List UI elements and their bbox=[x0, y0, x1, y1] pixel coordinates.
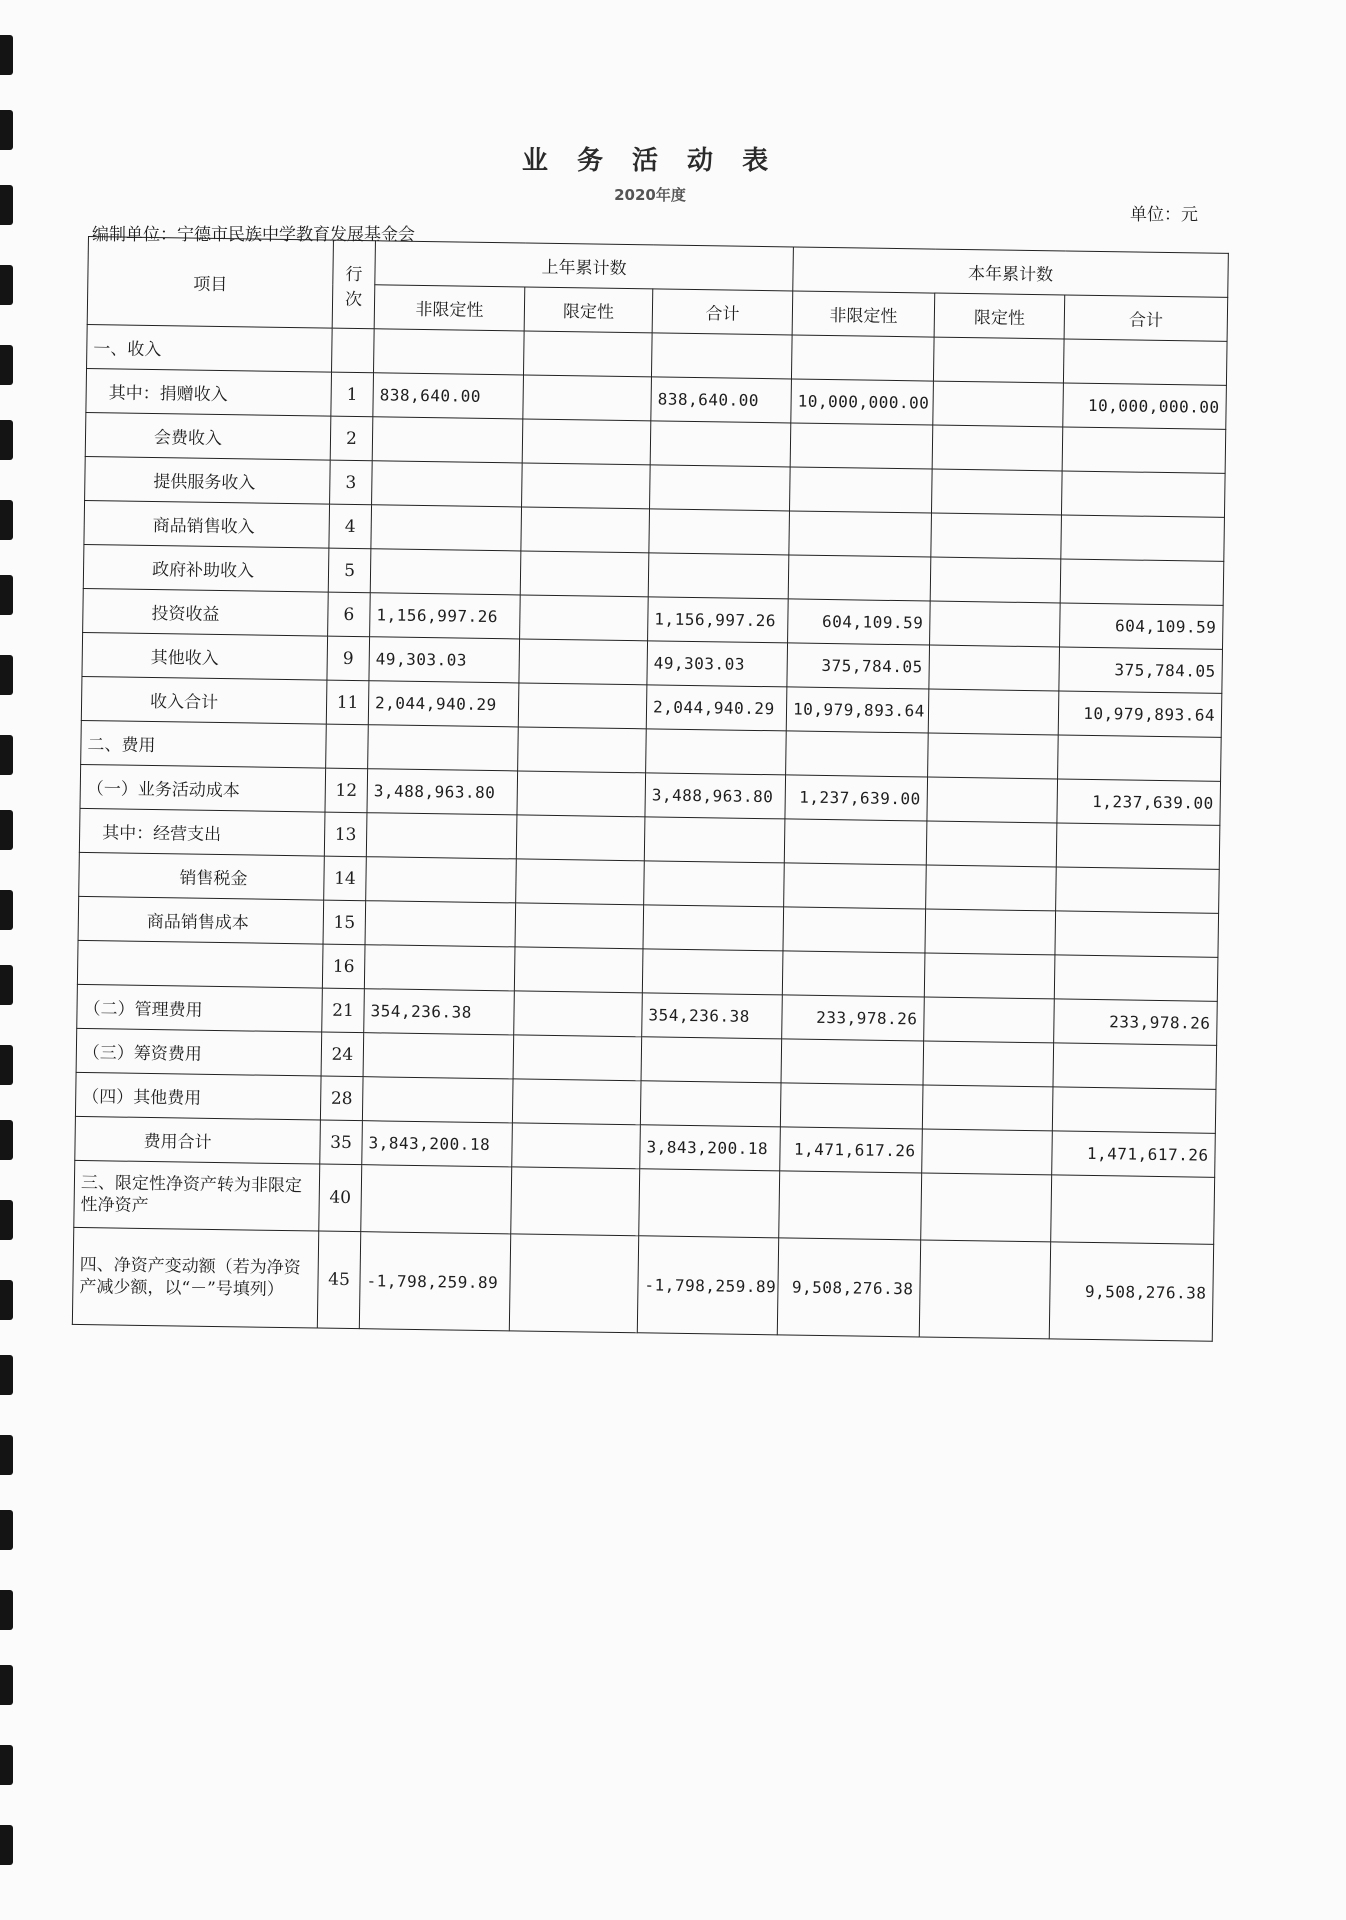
cell-curr-restricted bbox=[925, 909, 1056, 955]
cell-curr-restricted bbox=[926, 865, 1057, 911]
row-item-label: （一）业务活动成本 bbox=[80, 764, 326, 812]
header-prev-restricted: 限定性 bbox=[524, 287, 653, 333]
cell-curr-restricted bbox=[924, 997, 1055, 1043]
cell-curr-restricted bbox=[931, 513, 1062, 559]
cell-curr-unrestricted bbox=[779, 1171, 922, 1240]
cell-curr-total: 1,471,617.26 bbox=[1052, 1131, 1216, 1177]
row-line-number: 13 bbox=[324, 812, 367, 857]
cell-curr-restricted bbox=[930, 601, 1061, 647]
cell-prev-unrestricted bbox=[368, 725, 519, 771]
cell-curr-unrestricted bbox=[784, 863, 927, 909]
cell-prev-total bbox=[643, 905, 784, 951]
cell-curr-unrestricted bbox=[781, 1039, 924, 1085]
cell-prev-unrestricted: 3,843,200.18 bbox=[362, 1121, 513, 1167]
cell-curr-total bbox=[1063, 339, 1227, 385]
cell-curr-total: 375,784.05 bbox=[1059, 647, 1223, 693]
row-item-label: 二、费用 bbox=[81, 720, 327, 768]
row-item-label: 一、收入 bbox=[87, 324, 333, 372]
row-item-label: 其中：捐赠收入 bbox=[86, 368, 332, 416]
cell-prev-restricted bbox=[517, 771, 646, 817]
cell-curr-total: 233,978.26 bbox=[1054, 999, 1218, 1045]
cell-curr-unrestricted bbox=[788, 555, 931, 601]
cell-prev-unrestricted: 838,640.00 bbox=[373, 373, 524, 419]
cell-prev-unrestricted bbox=[372, 417, 523, 463]
cell-prev-restricted bbox=[516, 815, 645, 861]
row-item-label: 提供服务收入 bbox=[85, 456, 331, 504]
row-line-number: 3 bbox=[330, 460, 373, 505]
table-body bbox=[72, 324, 1227, 1341]
cell-prev-total bbox=[650, 465, 791, 511]
binder-hole bbox=[0, 265, 13, 305]
cell-curr-unrestricted bbox=[790, 467, 933, 513]
cell-curr-restricted bbox=[921, 1173, 1052, 1242]
binder-hole bbox=[0, 655, 13, 695]
cell-prev-unrestricted bbox=[366, 857, 517, 903]
row-line-number: 45 bbox=[317, 1231, 360, 1329]
cell-curr-restricted bbox=[932, 425, 1063, 471]
cell-curr-restricted bbox=[928, 733, 1059, 779]
cell-curr-unrestricted bbox=[789, 511, 932, 557]
document-title: 业 务 活 动 表 bbox=[521, 146, 779, 176]
binder-hole bbox=[0, 345, 13, 385]
cell-curr-total bbox=[1062, 427, 1226, 473]
binder-hole bbox=[0, 185, 13, 225]
cell-prev-unrestricted: 49,303.03 bbox=[369, 637, 520, 683]
cell-curr-unrestricted bbox=[786, 731, 929, 777]
cell-prev-restricted bbox=[509, 1234, 638, 1333]
header-curr-year: 本年累计数 bbox=[793, 247, 1229, 297]
binder-hole bbox=[0, 735, 13, 775]
cell-curr-total bbox=[1055, 911, 1219, 957]
cell-curr-total: 9,508,276.38 bbox=[1049, 1242, 1213, 1341]
cell-prev-unrestricted bbox=[364, 945, 515, 991]
cell-curr-unrestricted bbox=[783, 907, 926, 953]
row-item-label: 商品销售收入 bbox=[84, 500, 330, 548]
cell-curr-unrestricted: 1,237,639.00 bbox=[785, 775, 928, 821]
cell-curr-unrestricted: 375,784.05 bbox=[787, 643, 930, 689]
binder-hole bbox=[0, 1510, 13, 1550]
cell-curr-total bbox=[1053, 1043, 1217, 1089]
cell-prev-restricted bbox=[512, 1079, 641, 1125]
cell-prev-restricted bbox=[515, 903, 644, 949]
row-line-number: 16 bbox=[322, 944, 365, 989]
binder-hole bbox=[0, 1280, 13, 1320]
cell-curr-unrestricted bbox=[780, 1083, 923, 1129]
cell-prev-total bbox=[641, 1037, 782, 1083]
row-item-label: 商品销售成本 bbox=[78, 896, 324, 944]
cell-prev-restricted bbox=[521, 507, 650, 553]
cell-prev-unrestricted: 3,488,963.80 bbox=[367, 769, 518, 815]
row-line-number: 28 bbox=[320, 1076, 363, 1121]
row-item-label: 费用合计 bbox=[75, 1116, 321, 1164]
binder-hole bbox=[0, 575, 13, 615]
binder-hole bbox=[0, 420, 13, 460]
cell-curr-unrestricted: 233,978.26 bbox=[782, 995, 925, 1041]
cell-curr-restricted bbox=[932, 469, 1063, 515]
cell-prev-restricted bbox=[514, 947, 643, 993]
binder-hole bbox=[0, 810, 13, 850]
cell-prev-unrestricted bbox=[366, 813, 517, 859]
row-line-number: 15 bbox=[323, 900, 366, 945]
binder-hole bbox=[0, 1435, 13, 1475]
cell-prev-restricted bbox=[514, 991, 643, 1037]
cell-curr-restricted bbox=[927, 777, 1058, 823]
cell-curr-unrestricted bbox=[782, 951, 925, 997]
cell-curr-restricted bbox=[924, 953, 1055, 999]
cell-curr-total bbox=[1052, 1087, 1216, 1133]
binder-hole bbox=[0, 1745, 13, 1785]
cell-curr-total bbox=[1056, 867, 1220, 913]
cell-prev-total bbox=[644, 817, 785, 863]
row-line-number: 9 bbox=[327, 636, 370, 681]
cell-curr-total bbox=[1051, 1175, 1215, 1244]
row-line-number: 6 bbox=[328, 592, 371, 637]
cell-prev-total: 3,488,963.80 bbox=[645, 773, 786, 819]
activity-statement-table bbox=[72, 236, 1228, 1342]
cell-prev-restricted bbox=[512, 1123, 641, 1169]
row-item-label: 收入合计 bbox=[81, 676, 327, 724]
row-item-label bbox=[77, 940, 323, 988]
cell-prev-total: 49,303.03 bbox=[647, 641, 788, 687]
row-item-label: 其他收入 bbox=[82, 632, 328, 680]
cell-prev-total: 3,843,200.18 bbox=[640, 1125, 781, 1171]
cell-curr-total bbox=[1058, 735, 1222, 781]
cell-prev-restricted bbox=[522, 463, 651, 509]
cell-prev-unrestricted bbox=[372, 461, 523, 507]
row-item-label: （四）其他费用 bbox=[75, 1072, 321, 1120]
cell-curr-restricted bbox=[929, 645, 1060, 691]
cell-curr-unrestricted bbox=[790, 423, 933, 469]
cell-prev-unrestricted bbox=[374, 329, 525, 375]
row-item-label: 销售税金 bbox=[79, 852, 325, 900]
row-item-label: 政府补助收入 bbox=[83, 544, 329, 592]
row-line-number: 12 bbox=[325, 768, 368, 813]
cell-curr-restricted bbox=[922, 1129, 1053, 1175]
row-line-number: 11 bbox=[326, 680, 369, 725]
cell-curr-total bbox=[1056, 823, 1220, 869]
header-prev-total: 合计 bbox=[652, 289, 793, 335]
row-line-number: 35 bbox=[320, 1120, 363, 1165]
cell-curr-total bbox=[1061, 515, 1225, 561]
binder-holes bbox=[0, 0, 22, 1920]
cell-prev-restricted bbox=[516, 859, 645, 905]
header-line: 行次 bbox=[332, 240, 375, 329]
cell-curr-unrestricted bbox=[784, 819, 927, 865]
row-item-label: 会费收入 bbox=[85, 412, 331, 460]
binder-hole bbox=[0, 890, 13, 930]
binder-hole bbox=[0, 1825, 13, 1865]
cell-curr-total bbox=[1060, 559, 1224, 605]
cell-curr-restricted bbox=[933, 337, 1064, 383]
cell-prev-restricted bbox=[519, 639, 648, 685]
row-line-number: 5 bbox=[328, 548, 371, 593]
cell-curr-restricted bbox=[923, 1041, 1054, 1087]
row-line-number: 2 bbox=[330, 416, 373, 461]
cell-prev-total bbox=[644, 861, 785, 907]
cell-curr-total: 604,109.59 bbox=[1060, 603, 1224, 649]
cell-prev-total bbox=[640, 1081, 781, 1127]
row-item-label: 其中：经营支出 bbox=[79, 808, 325, 856]
binder-hole bbox=[0, 1120, 13, 1160]
binder-hole bbox=[0, 500, 13, 540]
cell-prev-total: 2,044,940.29 bbox=[646, 685, 787, 731]
row-line-number bbox=[326, 724, 369, 769]
cell-curr-restricted bbox=[930, 557, 1061, 603]
row-item-label: 四、净资产变动额（若为净资产减少额，以“－”号填列） bbox=[72, 1227, 318, 1328]
binder-hole bbox=[0, 110, 13, 150]
row-line-number: 4 bbox=[329, 504, 372, 549]
header-curr-restricted: 限定性 bbox=[934, 293, 1065, 339]
cell-prev-unrestricted: 1,156,997.26 bbox=[370, 593, 521, 639]
row-item-label: （三）筹资费用 bbox=[76, 1028, 322, 1076]
row-line-number bbox=[332, 328, 375, 373]
cell-curr-total: 10,979,893.64 bbox=[1058, 691, 1222, 737]
cell-prev-total: 838,640.00 bbox=[651, 377, 792, 423]
cell-prev-restricted bbox=[520, 551, 649, 597]
cell-prev-total bbox=[642, 949, 783, 995]
cell-prev-restricted bbox=[523, 331, 652, 377]
cell-curr-total: 10,000,000.00 bbox=[1063, 383, 1227, 429]
binder-hole bbox=[0, 1045, 13, 1085]
cell-prev-total: -1,798,259.89 bbox=[637, 1236, 778, 1335]
cell-prev-unrestricted: 354,236.38 bbox=[364, 989, 515, 1035]
cell-curr-total: 1,237,639.00 bbox=[1057, 779, 1221, 825]
cell-curr-total bbox=[1054, 955, 1218, 1001]
cell-curr-total bbox=[1061, 471, 1225, 517]
cell-prev-unrestricted bbox=[361, 1165, 512, 1234]
cell-prev-unrestricted bbox=[365, 901, 516, 947]
cell-prev-restricted bbox=[520, 595, 649, 641]
header-prev-unrestricted: 非限定性 bbox=[374, 285, 525, 331]
cell-prev-total bbox=[646, 729, 787, 775]
row-line-number: 14 bbox=[324, 856, 367, 901]
header-prev-year: 上年累计数 bbox=[375, 241, 794, 291]
cell-curr-unrestricted bbox=[791, 335, 934, 381]
binder-hole bbox=[0, 1590, 13, 1630]
cell-prev-restricted bbox=[511, 1167, 640, 1236]
cell-prev-unrestricted bbox=[362, 1077, 513, 1123]
row-line-number: 1 bbox=[331, 372, 374, 417]
binder-hole bbox=[0, 35, 13, 75]
cell-curr-unrestricted: 10,979,893.64 bbox=[786, 687, 929, 733]
cell-curr-restricted bbox=[926, 821, 1057, 867]
cell-prev-unrestricted bbox=[363, 1033, 514, 1079]
header-curr-unrestricted: 非限定性 bbox=[792, 291, 935, 337]
cell-prev-total bbox=[650, 421, 791, 467]
cell-prev-unrestricted: 2,044,940.29 bbox=[368, 681, 519, 727]
cell-prev-total bbox=[648, 553, 789, 599]
cell-prev-restricted bbox=[513, 1035, 642, 1081]
header-item: 项目 bbox=[87, 237, 333, 329]
binder-hole bbox=[0, 1665, 13, 1705]
cell-prev-restricted bbox=[523, 375, 652, 421]
org-label: 编制单位：宁德市民族中学教育发展基金会 bbox=[92, 225, 415, 245]
cell-prev-unrestricted: -1,798,259.89 bbox=[359, 1232, 510, 1331]
cell-curr-unrestricted: 10,000,000.00 bbox=[791, 379, 934, 425]
cell-prev-total bbox=[639, 1169, 780, 1238]
cell-prev-unrestricted bbox=[371, 505, 522, 551]
document-period: 2020年度 bbox=[614, 186, 686, 204]
header-curr-total: 合计 bbox=[1064, 295, 1228, 341]
cell-curr-restricted bbox=[928, 689, 1059, 735]
cell-prev-unrestricted bbox=[370, 549, 521, 595]
table-row bbox=[72, 1227, 1213, 1341]
cell-prev-total bbox=[649, 509, 790, 555]
cell-prev-restricted bbox=[518, 683, 647, 729]
cell-curr-unrestricted: 9,508,276.38 bbox=[777, 1238, 920, 1337]
row-line-number: 24 bbox=[321, 1032, 364, 1077]
cell-curr-unrestricted: 604,109.59 bbox=[788, 599, 931, 645]
binder-hole bbox=[0, 1355, 13, 1395]
cell-prev-total bbox=[651, 333, 792, 379]
cell-prev-restricted bbox=[518, 727, 647, 773]
cell-curr-restricted bbox=[919, 1240, 1050, 1339]
cell-prev-total: 354,236.38 bbox=[642, 993, 783, 1039]
row-line-number: 21 bbox=[322, 988, 365, 1033]
row-item-label: （二）管理费用 bbox=[77, 984, 323, 1032]
cell-curr-restricted bbox=[933, 381, 1064, 427]
cell-prev-total: 1,156,997.26 bbox=[648, 597, 789, 643]
binder-hole bbox=[0, 1200, 13, 1240]
row-line-number: 40 bbox=[319, 1164, 362, 1232]
cell-curr-restricted bbox=[922, 1085, 1053, 1131]
unit-label: 单位：元 bbox=[1130, 205, 1198, 225]
binder-hole bbox=[0, 965, 13, 1005]
row-item-label: 三、限定性净资产转为非限定性净资产 bbox=[74, 1160, 320, 1231]
cell-prev-restricted bbox=[522, 419, 651, 465]
row-item-label: 投资收益 bbox=[83, 588, 329, 636]
cell-curr-unrestricted: 1,471,617.26 bbox=[780, 1127, 923, 1173]
